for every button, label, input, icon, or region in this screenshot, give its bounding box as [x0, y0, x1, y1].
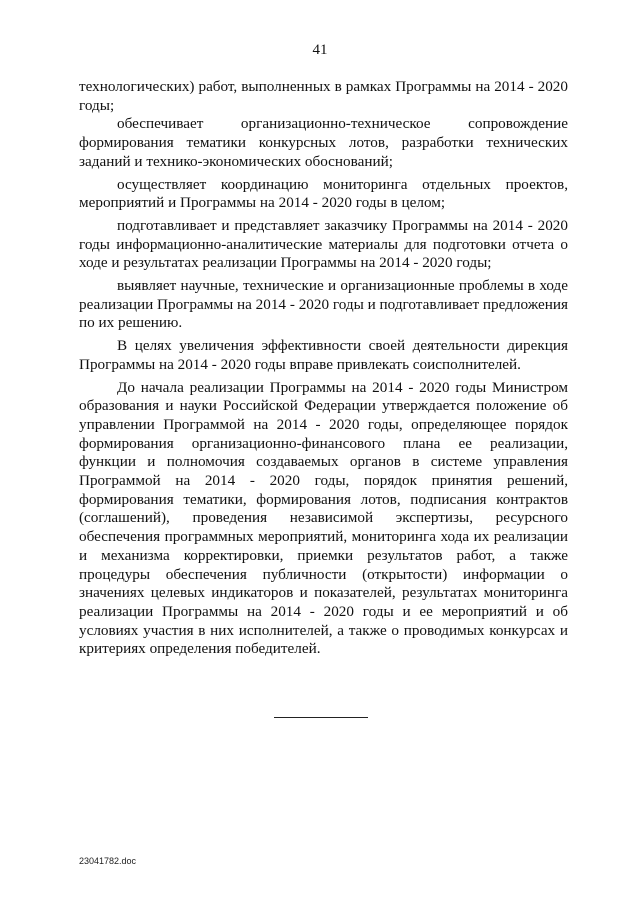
- page-number: 41: [312, 42, 328, 58]
- document-body: [79, 78, 568, 659]
- footer-filename: 23041782.doc: [79, 856, 137, 866]
- paragraph-regulation: До начала реализации Программы на 2014 - 2020 годы Министром образования и науки Российской Федерации утверждается положение об управлении Программой на 2014 - 2020 годы, определяющее порядок формирования организационно-финансового плана ее реализации, функции и полномочия создаваемых органов в системе управления Программой на 2014 - 2020 годы, порядок принятия решений, формирования тематики, формирования лотов, подписания контрактов (соглашений), проведения независимой экспертизы, ресурсного обеспечения программных мероприятий, мониторинга хода их реализации и механизма корректировки, приемки результатов работ, а также процедуры обеспечения публичности (открытости) информации о значениях целевых индикаторов и показателей, результатах мониторинга реализации Программы на 2014 - 2020 годы и ее мероприятий и об условиях участия в них исполнителей, а также о проводимых конкурсах и критериях определения победителей.: [79, 378, 568, 658]
- paragraph-continuation: технологических) работ, выполненных в рамках Программы на 2014 - 2020 годы;: [79, 78, 568, 114]
- paragraph-coordination: осуществляет координацию мониторинга отдельных проектов, мероприятий и Программы на 2014 - 2020 годы в целом;: [79, 175, 568, 212]
- paragraph-co-executors: В целях увеличения эффективности своей деятельности дирекция Программы на 2014 - 2020 годы вправе привлекать соисполнителей.: [79, 337, 568, 373]
- paragraph-materials: подготавливает и представляет заказчику Программы на 2014 - 2020 годы информационно-аналитические материалы для подготовки отчета о ходе и результатах реализации Программы на 2014 - 2020 годы;: [79, 216, 568, 272]
- paragraph-support: обеспечивает организационно-техническое сопровождение формирования тематики конкурсных лотов, разработки технических заданий и технико-экономических обоснований;: [79, 115, 568, 170]
- end-separator-line: [274, 717, 368, 718]
- paragraph-problems: выявляет научные, технические и организационные проблемы в ходе реализации Программы на 2014 - 2020 годы и подготавливает предложения по их решению.: [79, 277, 568, 332]
